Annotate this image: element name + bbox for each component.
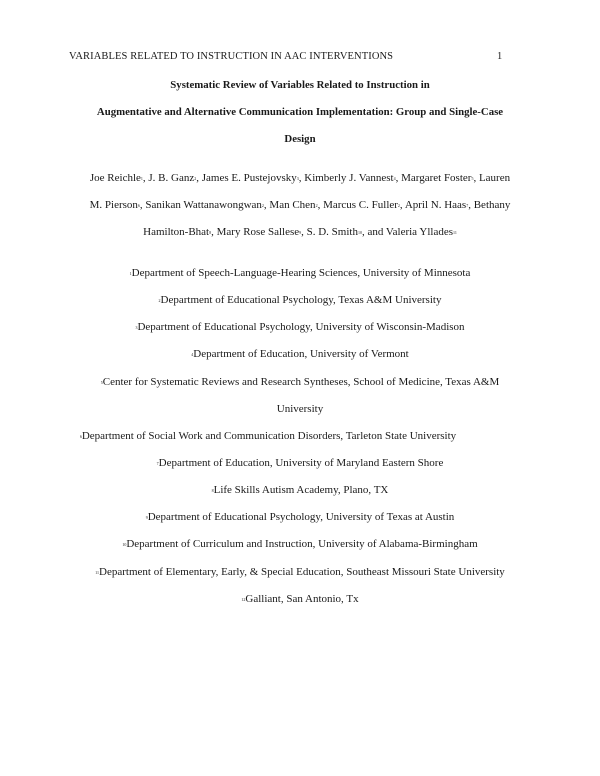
affiliation-mark: 11: [453, 230, 457, 235]
affiliation-mark: 9: [299, 230, 302, 235]
affiliation-text: University: [276, 403, 324, 415]
affiliation-text: Galliant, San Antonio, Tx: [245, 593, 359, 605]
author-name: , Kimberly J. Vannest: [298, 172, 394, 184]
author-name: , Marcus C. Fuller: [317, 199, 398, 211]
affiliation-mark: 10: [357, 230, 362, 235]
affiliation-text: Life Skills Autism Academy, Plano, TX: [213, 484, 389, 496]
affiliation-mark: 8: [209, 230, 212, 235]
affiliation-mark: 7: [466, 203, 469, 208]
affiliation-12: [40, 593, 560, 605]
title-line-2: Augmentative and Alternative Communication Implementation: Group and Single-Case: [96, 106, 504, 118]
affiliation-mark: 2: [261, 203, 264, 208]
affiliation-mark: 8: [211, 488, 214, 493]
affiliation-mark: 9: [145, 515, 148, 520]
author-name: , and Valeria Yllades: [361, 226, 453, 238]
affiliation-mark: 4: [393, 176, 396, 181]
author-name: Hamilton-Bhat: [143, 226, 210, 238]
author-name: , S. D. Smith: [301, 226, 358, 238]
affiliation-9: [40, 511, 560, 523]
affiliation-mark: 1: [140, 176, 143, 181]
affiliation-mark: 2: [158, 298, 161, 303]
affiliation-mark: 7: [156, 461, 159, 466]
affiliation-mark: 5: [471, 176, 474, 181]
affiliation-mark: 11: [95, 570, 100, 575]
affiliation-text: Center for Systematic Reviews and Research Syntheses, School of Medicine, Texas A&M: [102, 376, 500, 388]
affiliation-8: [40, 484, 560, 496]
author-name: M. Pierson: [89, 199, 138, 211]
affiliation-2: [40, 294, 560, 306]
affiliation-1: [40, 267, 560, 279]
affiliation-text: Department of Social Work and Communication Disorders, Tarleton State University: [81, 430, 457, 442]
author-name: , James E. Pustejovsky: [196, 172, 297, 184]
author-line-3: [70, 226, 530, 238]
affiliation-10: [40, 538, 560, 550]
affiliation-mark: 5: [100, 380, 103, 385]
affiliation-6: [8, 430, 528, 442]
affiliation-mark: 2: [194, 176, 197, 181]
author-line-2: [70, 199, 530, 211]
title-line-1: Systematic Review of Variables Related to Instruction in: [170, 79, 430, 91]
affiliation-mark: 3: [135, 325, 138, 330]
author-name: , J. B. Ganz: [142, 172, 195, 184]
author-name: , Lauren: [473, 172, 511, 184]
affiliation-5: [40, 376, 560, 388]
author-name: , April N. Haas: [399, 199, 467, 211]
affiliation-text: Department of Education, University of Vermont: [193, 348, 409, 360]
title-line-3: Design: [284, 133, 316, 145]
author-name: , Man Chen: [263, 199, 316, 211]
author-name: , Margaret Foster: [395, 172, 472, 184]
author-name: Joe Reichle: [89, 172, 141, 184]
affiliation-7: [40, 457, 560, 469]
affiliation-11: [40, 566, 560, 578]
affiliation-text: Department of Educational Psychology, University of Wisconsin-Madison: [137, 321, 465, 333]
author-name: , Mary Rose Sallese: [211, 226, 300, 238]
affiliation-mark: 2: [397, 203, 400, 208]
affiliation-text: Department of Education, University of Maryland Eastern Shore: [158, 457, 444, 469]
affiliation-text: Department of Educational Psychology, Texas A&M University: [160, 294, 442, 306]
affiliation-3: [40, 321, 560, 333]
author-line-1: [70, 172, 530, 184]
author-name: , Bethany: [468, 199, 511, 211]
affiliation-mark: 6: [79, 434, 82, 439]
affiliation-text: Department of Speech-Language-Hearing Sciences, University of Minnesota: [131, 267, 471, 279]
affiliation-mark: 12: [241, 597, 246, 602]
affiliation-mark: 2: [315, 203, 318, 208]
affiliation-mark: 3: [296, 176, 299, 181]
affiliation-text: Department of Curriculum and Instruction, University of Alabama-Birmingham: [126, 538, 478, 550]
affiliation-text: Department of Elementary, Early, & Special Education, Southeast Missouri State University: [99, 566, 505, 578]
affiliation-4: [40, 348, 560, 360]
affiliation-mark: 6: [137, 203, 140, 208]
page-number: 1: [497, 51, 503, 62]
affiliation-mark: 4: [191, 352, 194, 357]
author-name: , Sanikan Wattanawongwan: [139, 199, 262, 211]
affiliation-mark: 10: [122, 542, 127, 547]
affiliation-mark: 1: [129, 271, 132, 276]
affiliation-5-continued: [40, 403, 560, 415]
affiliation-text: Department of Educational Psychology, University of Texas at Austin: [147, 511, 455, 523]
running-head: VARIABLES RELATED TO INSTRUCTION IN AAC INTERVENTIONS: [69, 51, 394, 62]
